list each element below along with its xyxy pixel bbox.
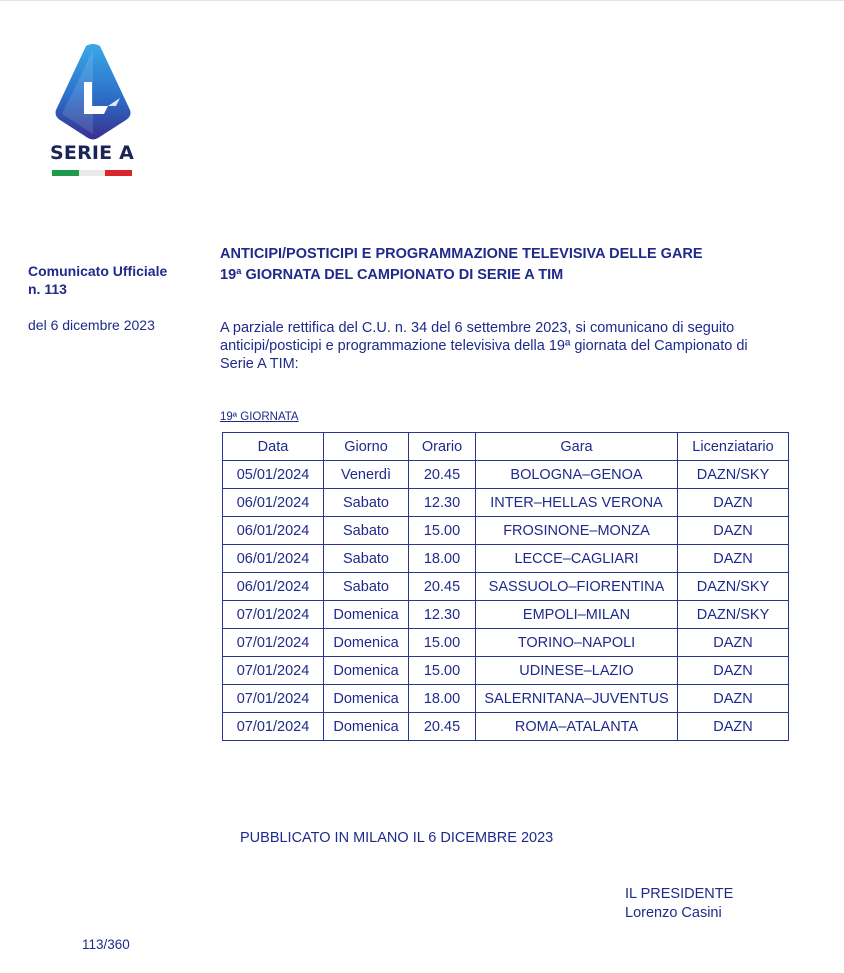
cell-licenziatario: DAZN xyxy=(678,545,789,573)
cell-gara: FROSINONE–MONZA xyxy=(476,517,678,545)
serie-a-emblem-icon xyxy=(48,42,138,142)
cell-orario: 20.45 xyxy=(409,713,476,741)
cell-orario: 18.00 xyxy=(409,545,476,573)
cell-giorno: Domenica xyxy=(324,685,409,713)
cell-data: 05/01/2024 xyxy=(223,461,324,489)
president-title: IL PRESIDENTE xyxy=(625,886,734,902)
comunicato-date: del 6 dicembre 2023 xyxy=(28,317,155,333)
cell-data: 07/01/2024 xyxy=(223,657,324,685)
cell-data: 07/01/2024 xyxy=(223,685,324,713)
president-name: Lorenzo Casini xyxy=(625,905,722,921)
cell-gara: EMPOLI–MILAN xyxy=(476,601,678,629)
cell-giorno: Sabato xyxy=(324,489,409,517)
cell-gara: TORINO–NAPOLI xyxy=(476,629,678,657)
table-header-row xyxy=(223,433,789,461)
cell-data: 07/01/2024 xyxy=(223,713,324,741)
table-row xyxy=(223,629,789,657)
table-row xyxy=(223,685,789,713)
signature-block xyxy=(625,885,733,923)
schedule-table xyxy=(222,432,789,741)
cell-giorno: Domenica xyxy=(324,713,409,741)
cell-licenziatario: DAZN xyxy=(678,489,789,517)
table-row xyxy=(223,545,789,573)
cell-orario: 20.45 xyxy=(409,461,476,489)
cell-orario: 15.00 xyxy=(409,657,476,685)
cell-data: 06/01/2024 xyxy=(223,517,324,545)
cell-giorno: Domenica xyxy=(324,601,409,629)
comunicato-number: n. 113 xyxy=(28,281,67,297)
logo-wordmark: SERIE A xyxy=(50,142,135,164)
header-giorno: Giorno xyxy=(324,433,409,461)
cell-gara: ROMA–ATALANTA xyxy=(476,713,678,741)
cell-giorno: Sabato xyxy=(324,517,409,545)
table-row xyxy=(223,657,789,685)
page-number: 113/360 xyxy=(82,937,130,952)
cell-data: 07/01/2024 xyxy=(223,629,324,657)
cell-gara: INTER–HELLAS VERONA xyxy=(476,489,678,517)
cell-gara: BOLOGNA–GENOA xyxy=(476,461,678,489)
cell-licenziatario: DAZN/SKY xyxy=(678,461,789,489)
cell-data: 07/01/2024 xyxy=(223,601,324,629)
cell-data: 06/01/2024 xyxy=(223,545,324,573)
table-row xyxy=(223,517,789,545)
cell-licenziatario: DAZN xyxy=(678,657,789,685)
table-row xyxy=(223,461,789,489)
cell-licenziatario: DAZN/SKY xyxy=(678,573,789,601)
header-gara: Gara xyxy=(476,433,678,461)
italian-flag-stripe xyxy=(52,170,132,176)
cell-orario: 12.30 xyxy=(409,489,476,517)
cell-orario: 20.45 xyxy=(409,573,476,601)
cell-licenziatario: DAZN xyxy=(678,629,789,657)
cell-gara: SASSUOLO–FIORENTINA xyxy=(476,573,678,601)
top-border xyxy=(0,0,844,1)
header-licenziatario: Licenziatario xyxy=(678,433,789,461)
table-row xyxy=(223,489,789,517)
cell-giorno: Sabato xyxy=(324,573,409,601)
title-line-2: 19ª GIORNATA DEL CAMPIONATO DI SERIE A TIM xyxy=(220,267,564,283)
comunicato-title: Comunicato Ufficiale xyxy=(28,263,168,279)
title-line-1: ANTICIPI/POSTICIPI E PROGRAMMAZIONE TELEVISIVA DELLE GARE xyxy=(220,246,703,262)
cell-giorno: Domenica xyxy=(324,657,409,685)
cell-orario: 12.30 xyxy=(409,601,476,629)
document-title xyxy=(220,244,703,286)
cell-gara: SALERNITANA–JUVENTUS xyxy=(476,685,678,713)
table-row xyxy=(223,601,789,629)
cell-orario: 15.00 xyxy=(409,629,476,657)
table-row xyxy=(223,573,789,601)
header-data: Data xyxy=(223,433,324,461)
cell-giorno: Domenica xyxy=(324,629,409,657)
published-statement: PUBBLICATO IN MILANO IL 6 DICEMBRE 2023 xyxy=(240,830,554,846)
cell-licenziatario: DAZN/SKY xyxy=(678,601,789,629)
table-row xyxy=(223,713,789,741)
cell-data: 06/01/2024 xyxy=(223,489,324,517)
intro-paragraph: A parziale rettifica del C.U. n. 34 del 6 settembre 2023, si comunicano di seguito anticipi/posticipi e programmazione televisiva della 19ª giornata del Campionato di Serie A TIM: xyxy=(220,320,748,372)
cell-orario: 15.00 xyxy=(409,517,476,545)
cell-data: 06/01/2024 xyxy=(223,573,324,601)
cell-licenziatario: DAZN xyxy=(678,713,789,741)
cell-giorno: Sabato xyxy=(324,545,409,573)
serie-a-logo xyxy=(48,42,138,182)
cell-licenziatario: DAZN xyxy=(678,685,789,713)
cell-orario: 18.00 xyxy=(409,685,476,713)
cell-giorno: Venerdì xyxy=(324,461,409,489)
header-orario: Orario xyxy=(409,433,476,461)
cell-gara: LECCE–CAGLIARI xyxy=(476,545,678,573)
section-label: 19ª GIORNATA xyxy=(220,411,299,423)
cell-licenziatario: DAZN xyxy=(678,517,789,545)
comunicato-label xyxy=(28,262,167,298)
cell-gara: UDINESE–LAZIO xyxy=(476,657,678,685)
